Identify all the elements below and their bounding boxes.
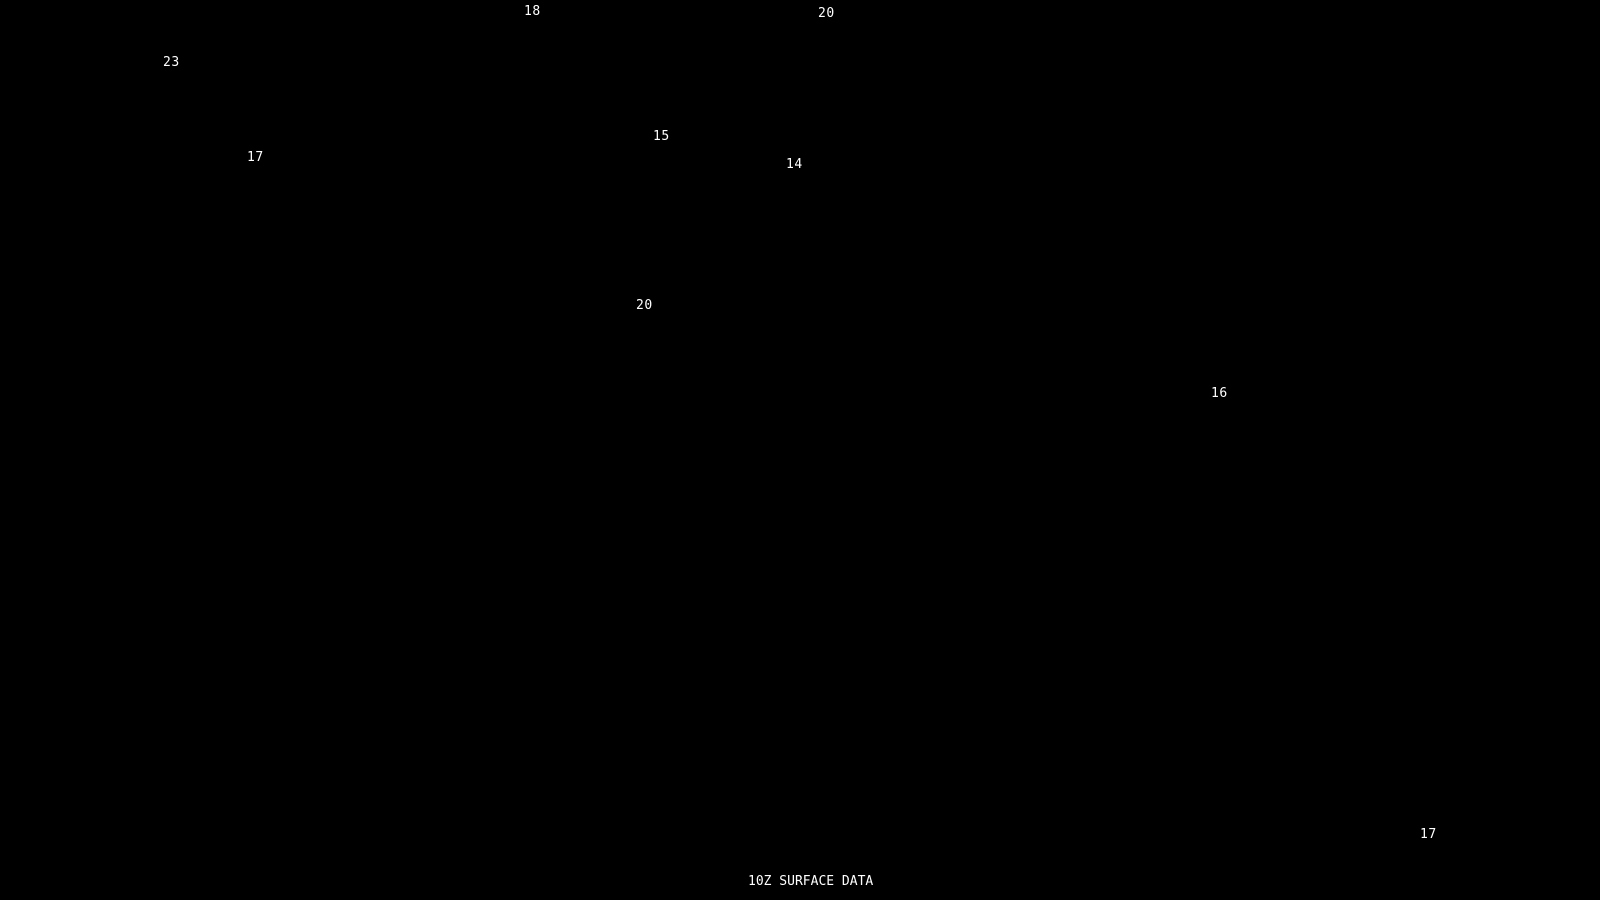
station-temp-label: 23	[163, 55, 180, 70]
station-temp-label: 20	[818, 6, 835, 21]
station-temp-label: 17	[247, 150, 264, 165]
station-temp-label: 18	[524, 4, 541, 19]
station-temp-label: 17	[1420, 827, 1437, 842]
station-temp-label: 16	[1211, 386, 1228, 401]
plot-caption: 10Z SURFACE DATA	[748, 874, 874, 889]
station-temp-label: 14	[786, 157, 803, 172]
station-temp-label: 20	[636, 298, 653, 313]
station-temp-label: 15	[653, 129, 670, 144]
